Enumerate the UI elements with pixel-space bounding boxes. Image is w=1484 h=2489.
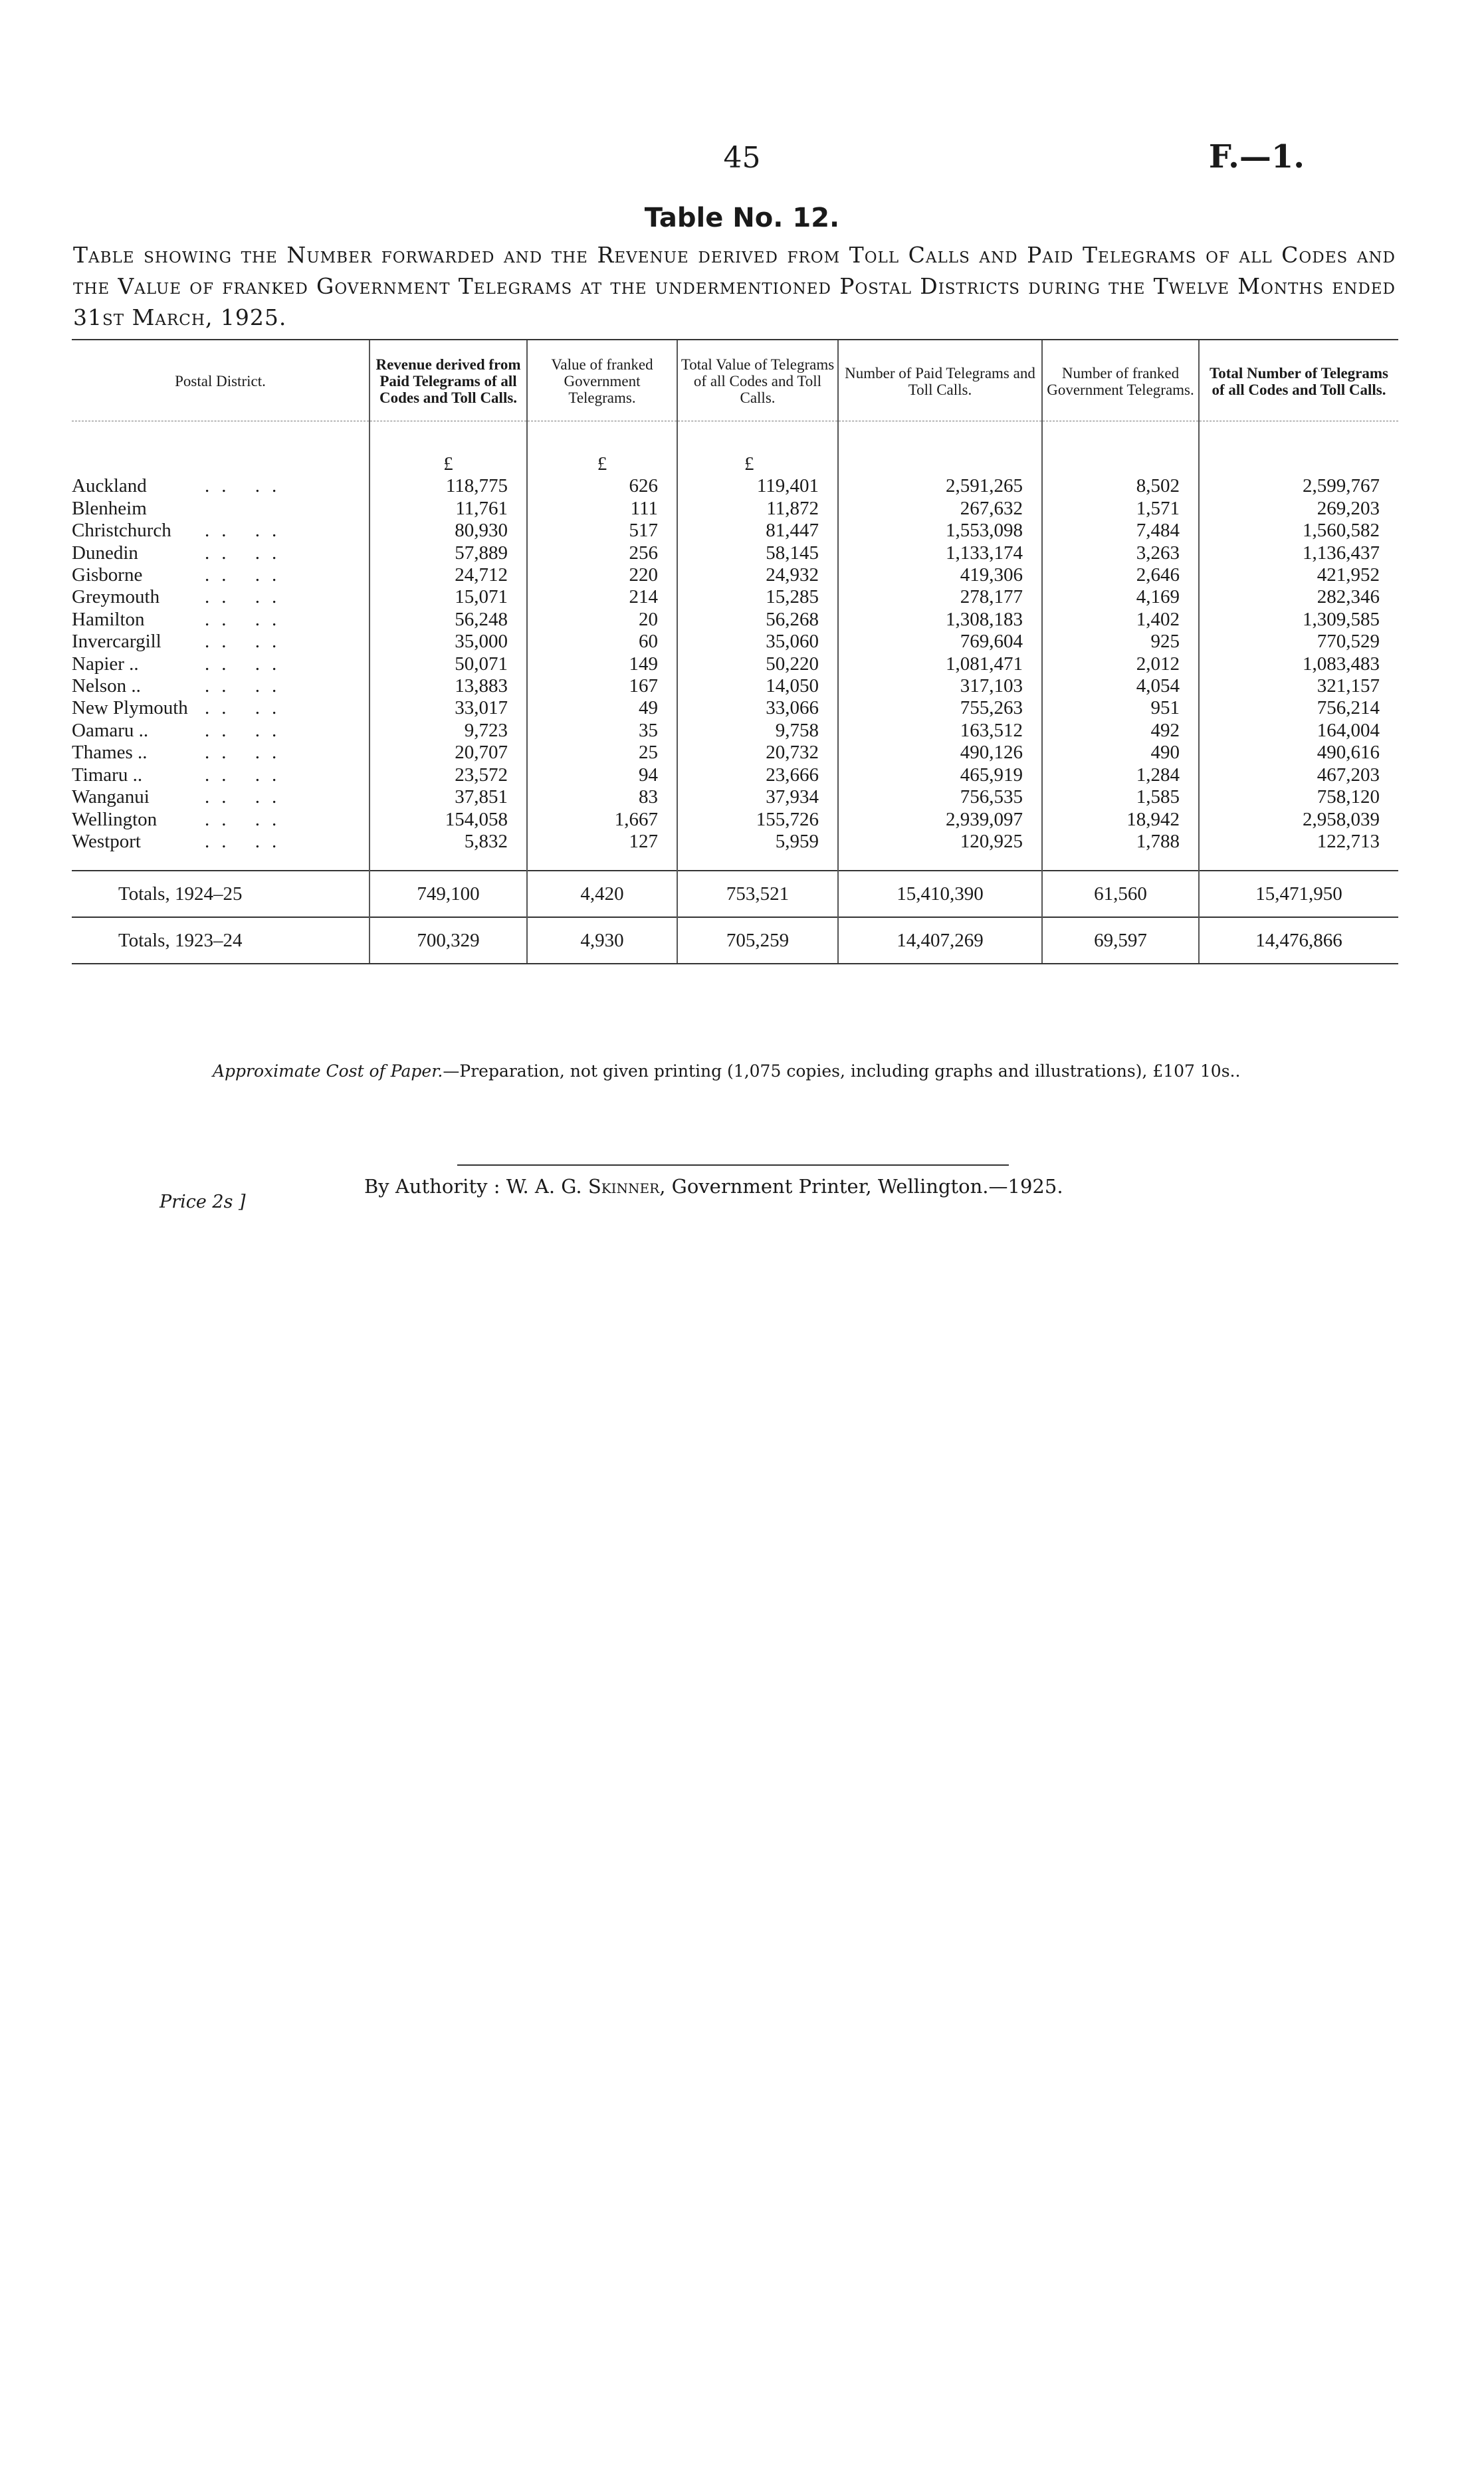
cell-franked-number: 1,585	[1042, 786, 1199, 808]
document-reference: F.—1.	[1208, 138, 1305, 175]
spacer-row	[72, 853, 1398, 871]
cell-total-number: 282,346	[1199, 586, 1398, 608]
table-row	[72, 475, 1398, 497]
cell-franked-number: 951	[1042, 697, 1199, 719]
cell-revenue: 20,707	[370, 742, 527, 764]
cell-paid-number: 2,591,265	[838, 475, 1042, 497]
district-cell	[72, 564, 370, 586]
cell-franked-number: 3,263	[1042, 542, 1199, 564]
district-name: New Plymouth	[72, 697, 188, 719]
cell-paid-number: 1,081,471	[838, 653, 1042, 675]
dot-leader: .. ..	[205, 830, 289, 852]
district-name: Oamaru ..	[72, 719, 149, 741]
footer-rule	[457, 1164, 1009, 1166]
cell-franked-value: 517	[527, 520, 677, 542]
district-cell	[72, 809, 370, 831]
cell-franked-number: 2,012	[1042, 653, 1199, 675]
cell-franked-value: 1,667	[527, 809, 677, 831]
cell-total-number: 1,560,582	[1199, 520, 1398, 542]
cell-total-number: 758,120	[1199, 786, 1398, 808]
cell-total-number: 269,203	[1199, 498, 1398, 520]
cell-total-number: 1,083,483	[1199, 653, 1398, 675]
cell-revenue: 37,851	[370, 786, 527, 808]
district-name: Thames ..	[72, 742, 148, 764]
cell-paid-number: 1,133,174	[838, 542, 1042, 564]
cell-paid-number: 490,126	[838, 742, 1042, 764]
table-row	[72, 764, 1398, 786]
table-row	[72, 831, 1398, 853]
district-name: Napier ..	[72, 653, 139, 675]
col-header-total-value: Total Value of Telegrams of all Codes and Toll Calls.	[677, 340, 838, 421]
totals-label: Totals, 1924–25	[72, 871, 370, 917]
table-heading: Table showing the Number forwarded and the Revenue derived from Toll Calls and Paid Telegrams of all Codes and the Value of franked Government Telegrams at the undermentioned Postal Districts during the Twelve Months ended 31st March, 1925.	[73, 242, 1396, 330]
cell-paid-number: 2,939,097	[838, 809, 1042, 831]
district-cell	[72, 742, 370, 764]
cell-franked-number: 7,484	[1042, 520, 1199, 542]
dot-leader: .. ..	[205, 808, 289, 830]
authority-prefix: By Authority :	[364, 1175, 500, 1198]
district-name: Nelson ..	[72, 675, 141, 697]
cell-franked-value: 256	[527, 542, 677, 564]
district-name: Invercargill	[72, 631, 161, 653]
district-name: Wanganui	[72, 786, 150, 808]
total-total-number: 15,471,950	[1199, 871, 1398, 917]
cell-revenue: 57,889	[370, 542, 527, 564]
cell-franked-number: 8,502	[1042, 475, 1199, 497]
cell-total-value: 35,060	[677, 631, 838, 653]
cell-total-value: 20,732	[677, 742, 838, 764]
dot-leader: .. ..	[205, 520, 289, 542]
table-row	[72, 653, 1398, 675]
currency-row	[72, 451, 1398, 475]
cell-total-number: 122,713	[1199, 831, 1398, 853]
currency-revenue: £	[370, 451, 527, 475]
dot-leader: .. ..	[205, 564, 289, 586]
cell-franked-value: 626	[527, 475, 677, 497]
total-revenue: 749,100	[370, 871, 527, 917]
cell-revenue: 11,761	[370, 498, 527, 520]
cell-paid-number: 267,632	[838, 498, 1042, 520]
dot-leader: .. ..	[205, 631, 289, 653]
cell-franked-value: 25	[527, 742, 677, 764]
district-cell	[72, 609, 370, 631]
table-row	[72, 609, 1398, 631]
cell-total-value: 81,447	[677, 520, 838, 542]
district-name: Auckland	[72, 475, 147, 497]
cell-revenue: 56,248	[370, 609, 527, 631]
dot-leader: .. ..	[205, 675, 289, 697]
cell-total-value: 56,268	[677, 609, 838, 631]
cell-revenue: 24,712	[370, 564, 527, 586]
cell-franked-value: 83	[527, 786, 677, 808]
cell-franked-number: 925	[1042, 631, 1199, 653]
cell-franked-value: 111	[527, 498, 677, 520]
district-name: Blenheim	[72, 497, 147, 519]
total-franked-number: 69,597	[1042, 917, 1199, 964]
cell-franked-number: 1,402	[1042, 609, 1199, 631]
printer-imprint	[364, 1175, 1063, 1198]
district-cell	[72, 520, 370, 542]
total-franked-value: 4,420	[527, 871, 677, 917]
cell-total-value: 15,285	[677, 586, 838, 608]
cell-total-value: 14,050	[677, 675, 838, 697]
table-row	[72, 786, 1398, 808]
dot-leader: .. ..	[205, 608, 289, 630]
cell-total-number: 164,004	[1199, 720, 1398, 742]
district-name: Gisborne	[72, 564, 143, 586]
cell-total-number: 321,157	[1199, 675, 1398, 697]
table-row	[72, 542, 1398, 564]
district-name: Timaru ..	[72, 764, 143, 786]
cost-label: Approximate Cost of Paper.	[213, 1061, 443, 1081]
table-row	[72, 742, 1398, 764]
cell-franked-value: 94	[527, 764, 677, 786]
total-revenue: 700,329	[370, 917, 527, 964]
cell-paid-number: 317,103	[838, 675, 1042, 697]
cell-revenue: 15,071	[370, 586, 527, 608]
cell-paid-number: 1,553,098	[838, 520, 1042, 542]
cell-revenue: 35,000	[370, 631, 527, 653]
cell-paid-number: 755,263	[838, 697, 1042, 719]
dot-leader: .. ..	[205, 475, 289, 497]
cell-franked-value: 49	[527, 697, 677, 719]
cell-franked-number: 18,942	[1042, 809, 1199, 831]
cell-total-number: 467,203	[1199, 764, 1398, 786]
cell-franked-value: 220	[527, 564, 677, 586]
cell-paid-number: 769,604	[838, 631, 1042, 653]
dot-leader: .. ..	[205, 653, 289, 675]
cell-total-value: 119,401	[677, 475, 838, 497]
cell-total-number: 1,136,437	[1199, 542, 1398, 564]
district-cell	[72, 720, 370, 742]
col-header-paid-number: Number of Paid Telegrams and Toll Calls.	[838, 340, 1042, 421]
table-title: Table No. 12.	[644, 203, 840, 233]
cell-franked-value: 35	[527, 720, 677, 742]
col-header-franked-number: Number of franked Government Telegrams.	[1042, 340, 1199, 421]
cell-total-value: 37,934	[677, 786, 838, 808]
cell-total-number: 490,616	[1199, 742, 1398, 764]
cell-revenue: 154,058	[370, 809, 527, 831]
cell-total-number: 2,958,039	[1199, 809, 1398, 831]
cell-total-number: 2,599,767	[1199, 475, 1398, 497]
totals-label: Totals, 1923–24	[72, 917, 370, 964]
cell-franked-value: 20	[527, 609, 677, 631]
cell-revenue: 5,832	[370, 831, 527, 853]
cell-paid-number: 120,925	[838, 831, 1042, 853]
total-total-value: 753,521	[677, 871, 838, 917]
totals-row	[72, 917, 1398, 964]
cell-total-number: 770,529	[1199, 631, 1398, 653]
cell-franked-value: 167	[527, 675, 677, 697]
dot-leader: .. ..	[205, 742, 289, 764]
cell-revenue: 50,071	[370, 653, 527, 675]
cell-franked-number: 4,054	[1042, 675, 1199, 697]
cell-paid-number: 756,535	[838, 786, 1042, 808]
table-row	[72, 675, 1398, 697]
telegram-statistics-table	[72, 339, 1398, 964]
total-franked-number: 61,560	[1042, 871, 1199, 917]
cell-franked-number: 2,646	[1042, 564, 1199, 586]
cell-franked-number: 492	[1042, 720, 1199, 742]
price-note: Price 2s ]	[159, 1192, 246, 1212]
col-header-total-number: Total Number of Telegrams of all Codes and Toll Calls.	[1199, 340, 1398, 421]
totals-row	[72, 871, 1398, 917]
cell-revenue: 13,883	[370, 675, 527, 697]
district-cell	[72, 631, 370, 653]
col-header-district: Postal District.	[72, 340, 370, 421]
cell-total-value: 5,959	[677, 831, 838, 853]
total-paid-number: 14,407,269	[838, 917, 1042, 964]
cell-franked-value: 127	[527, 831, 677, 853]
district-cell	[72, 764, 370, 786]
cell-franked-number: 1,788	[1042, 831, 1199, 853]
table-row	[72, 586, 1398, 608]
district-cell	[72, 586, 370, 608]
cell-franked-value: 60	[527, 631, 677, 653]
cell-total-value: 11,872	[677, 498, 838, 520]
district-name: Dunedin	[72, 542, 138, 564]
cell-revenue: 80,930	[370, 520, 527, 542]
district-cell	[72, 542, 370, 564]
district-cell	[72, 831, 370, 853]
cost-note	[213, 1061, 1240, 1081]
district-name: Hamilton	[72, 608, 145, 630]
table-row	[72, 498, 1398, 520]
total-total-value: 705,259	[677, 917, 838, 964]
cell-paid-number: 278,177	[838, 586, 1042, 608]
currency-total-value: £	[677, 451, 838, 475]
district-name: Greymouth	[72, 586, 160, 608]
cell-revenue: 23,572	[370, 764, 527, 786]
cell-paid-number: 419,306	[838, 564, 1042, 586]
cell-total-value: 33,066	[677, 697, 838, 719]
dot-leader: .. ..	[205, 697, 289, 719]
table-row	[72, 631, 1398, 653]
cell-paid-number: 1,308,183	[838, 609, 1042, 631]
authority-suffix: , Government Printer, Wellington.—1925.	[659, 1175, 1063, 1198]
cell-paid-number: 163,512	[838, 720, 1042, 742]
cell-paid-number: 465,919	[838, 764, 1042, 786]
total-total-number: 14,476,866	[1199, 917, 1398, 964]
cell-franked-number: 4,169	[1042, 586, 1199, 608]
dot-leader: .. ..	[205, 719, 289, 741]
dot-leader: .. ..	[205, 786, 289, 808]
cell-total-value: 155,726	[677, 809, 838, 831]
cell-franked-value: 149	[527, 653, 677, 675]
district-name: Christchurch	[72, 520, 171, 542]
district-name: Wellington	[72, 808, 158, 830]
col-header-revenue: Revenue derived from Paid Telegrams of all Codes and Toll Calls.	[370, 340, 527, 421]
currency-franked-value: £	[527, 451, 677, 475]
cell-franked-value: 214	[527, 586, 677, 608]
cell-total-value: 23,666	[677, 764, 838, 786]
cell-revenue: 9,723	[370, 720, 527, 742]
col-header-franked-value: Value of franked Government Telegrams.	[527, 340, 677, 421]
cell-franked-number: 1,284	[1042, 764, 1199, 786]
cell-total-number: 756,214	[1199, 697, 1398, 719]
cell-revenue: 33,017	[370, 697, 527, 719]
cost-text: —Preparation, not given printing (1,075 copies, including graphs and illustrations), £107 10s..	[443, 1061, 1241, 1081]
dot-leader: .. ..	[205, 764, 289, 786]
district-cell	[72, 697, 370, 719]
cell-franked-number: 490	[1042, 742, 1199, 764]
spacer-row	[72, 421, 1398, 451]
cell-total-number: 421,952	[1199, 564, 1398, 586]
table-row	[72, 697, 1398, 719]
total-paid-number: 15,410,390	[838, 871, 1042, 917]
district-cell	[72, 675, 370, 697]
page-number: 45	[723, 141, 761, 175]
district-cell	[72, 653, 370, 675]
table-row	[72, 720, 1398, 742]
district-name: Westport	[72, 830, 141, 852]
dot-leader: .. ..	[205, 542, 289, 564]
cell-total-value: 50,220	[677, 653, 838, 675]
dot-leader: .. ..	[205, 586, 289, 608]
cell-total-value: 58,145	[677, 542, 838, 564]
printer-name: W. A. G. Skinner	[506, 1175, 660, 1198]
table-row	[72, 809, 1398, 831]
district-cell	[72, 475, 370, 497]
table-row	[72, 564, 1398, 586]
cell-total-number: 1,309,585	[1199, 609, 1398, 631]
cell-franked-number: 1,571	[1042, 498, 1199, 520]
cell-total-value: 9,758	[677, 720, 838, 742]
table-row	[72, 520, 1398, 542]
district-cell	[72, 786, 370, 808]
cell-total-value: 24,932	[677, 564, 838, 586]
district-cell	[72, 498, 370, 520]
table-header-row	[72, 340, 1398, 421]
cell-revenue: 118,775	[370, 475, 527, 497]
total-franked-value: 4,930	[527, 917, 677, 964]
